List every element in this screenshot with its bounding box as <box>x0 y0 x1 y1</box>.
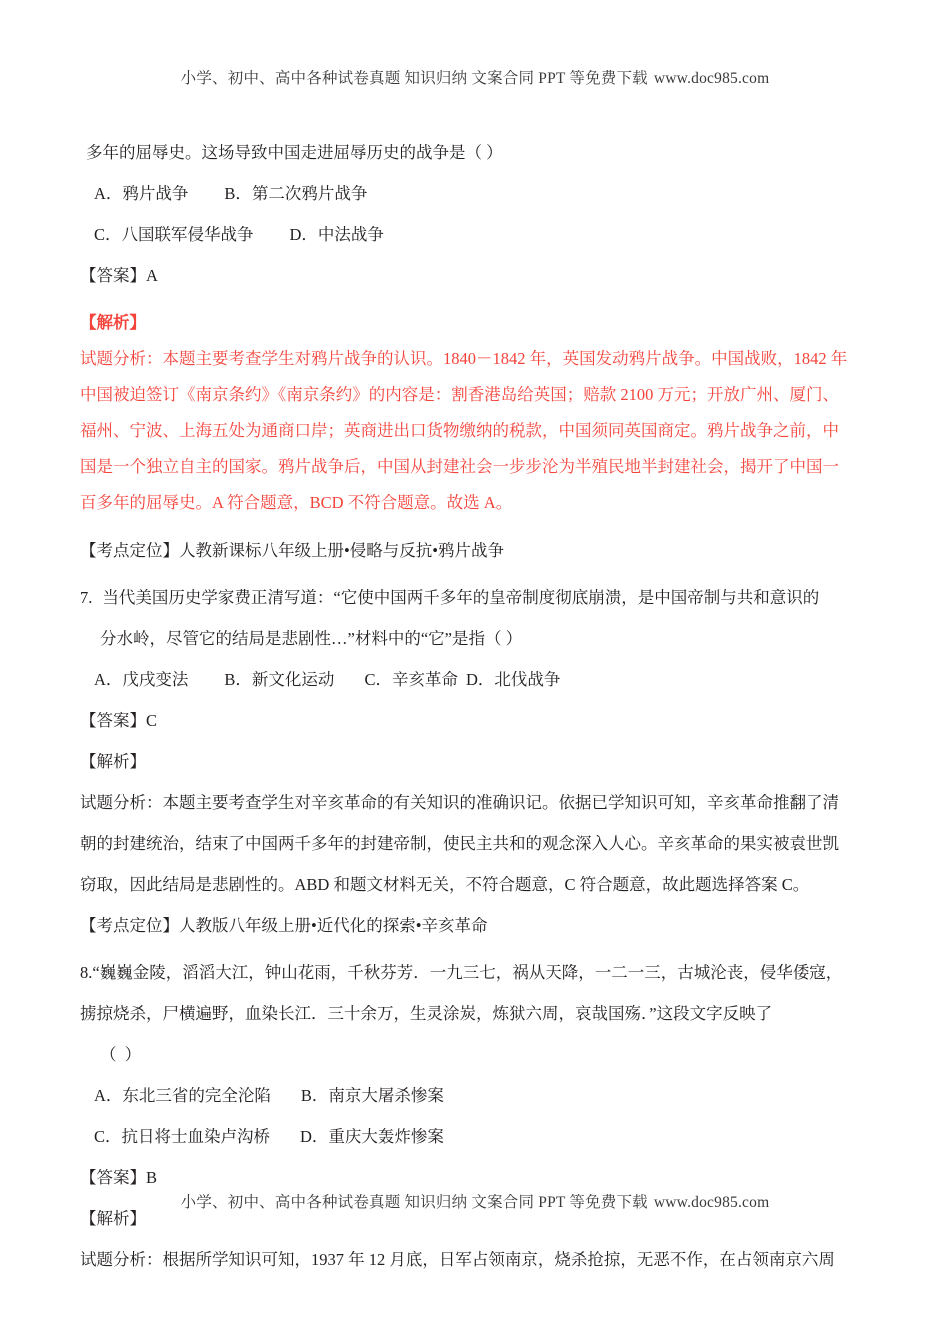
page-header <box>0 66 950 88</box>
question-7-option-d: D．北伐战争 <box>465 670 561 689</box>
question-6-options-row-2 <box>86 217 876 252</box>
answer-label: 【答案】 <box>80 266 146 285</box>
question-7-analysis-line-2: 朝的封建统治，结束了中国两千多年的封建帝制，使民主共和的观念深入人心。辛亥革命的果实被袁世凯 <box>80 834 839 853</box>
question-6-options-row-1 <box>86 176 876 211</box>
question-7-number: 7. <box>80 588 93 607</box>
page-footer-text: 小学、初中、高中各种试卷真题 知识归纳 文案合同 PPT 等免费下载 <box>180 1194 648 1211</box>
question-7-analysis-line-3: 窃取，因此结局是悲剧性的。ABD 和题文材料无关，不符合题意，C 符合题意，故此题选择答案 C。 <box>80 875 810 894</box>
question-6-answer <box>80 258 876 293</box>
question-8-stem-text-1: “巍巍金陵，滔滔大江，钟山花雨，千秋芬芳．一九三七，祸从天降，一二一三，古城沦丧，侵华倭寇， <box>92 963 843 982</box>
document-body <box>80 135 876 1277</box>
question-7-answer-value: C <box>146 711 158 730</box>
question-8-stem-line-3: （ ） <box>100 1045 144 1064</box>
answer-label: 【答案】 <box>80 711 146 730</box>
question-6-locator-value: 人教新课标八年级上册•侵略与反抗•鸦片战争 <box>179 541 505 560</box>
question-8-option-d: D．重庆大轰炸惨案 <box>300 1127 444 1146</box>
question-7-locator-value: 人教版八年级上册•近代化的探索•辛亥革命 <box>179 916 488 935</box>
question-8-option-b: B．南京大屠杀惨案 <box>300 1086 444 1105</box>
question-8-stem-line-2: 掳掠烧杀，尸横遍野，血染长江．三十余万，生灵涂炭，炼狱六周，哀哉国殇．”这段文字反映了 <box>80 1004 773 1023</box>
locator-label: 【考点定位】 <box>80 541 179 560</box>
page-footer-url: www.doc985.com <box>653 1194 770 1211</box>
question-7-analysis-label: 【解析】 <box>80 752 146 771</box>
question-7-option-a: A．戊戌变法 <box>94 670 189 689</box>
question-7-locator <box>80 908 876 943</box>
locator-label: 【考点定位】 <box>80 916 179 935</box>
question-8-option-a: A．东北三省的完全沦陷 <box>94 1086 271 1105</box>
question-6-analysis-line-3: 福州、宁波、上海五处为通商口岸；英商进出口货物缴纳的税款，中国须同英国商定。鸦片战争之前，中 <box>80 421 839 440</box>
question-7-option-c: C．辛亥革命 <box>364 670 458 689</box>
page-header-text: 小学、初中、高中各种试卷真题 知识归纳 文案合同 PPT 等免费下载 <box>180 70 648 87</box>
question-6-analysis-line-2: 中国被迫签订《南京条约》《南京条约》的内容是：割香港岛给英国；赔款 2100 万元；开放广州、厦门、 <box>80 385 839 404</box>
question-8-options-row-2 <box>86 1119 876 1154</box>
answer-label: 【答案】 <box>80 1168 146 1187</box>
question-7-analysis-line-1: 试题分析：本题主要考查学生对辛亥革命的有关知识的准确识记。依据已学知识可知，辛亥革命推翻了清 <box>80 793 839 812</box>
question-8-answer-value: B <box>146 1168 158 1187</box>
question-6-option-d: D．中法战争 <box>289 225 384 244</box>
question-6-option-c: C．八国联军侵华战争 <box>94 225 254 244</box>
question-6-stem-tail: 多年的屈辱史。这场导致中国走进屈辱历史的战争是（ ） <box>86 143 503 162</box>
question-6-analysis-block <box>80 305 876 521</box>
question-8-number: 8. <box>80 963 93 982</box>
page-footer <box>0 1190 950 1212</box>
question-8-options-row-1 <box>86 1078 876 1113</box>
question-7-options-row <box>86 662 876 697</box>
question-8-analysis-line-1: 试题分析：根据所学知识可知，1937 年 12 月底，日军占领南京，烧杀抢掠，无恶不作，在占领南京六周 <box>80 1250 835 1269</box>
question-7-stem-text-1: 当代美国历史学家费正清写道：“它使中国两千多年的皇帝制度彻底崩溃，是中国帝制与共和意识的 <box>102 588 820 607</box>
question-6-option-b: B．第二次鸦片战争 <box>224 184 368 203</box>
question-7-stem-line-2: 分水岭，尽管它的结局是悲剧性…”材料中的“它”是指（ ） <box>100 629 523 648</box>
question-7-answer <box>80 703 876 738</box>
question-8-option-c: C．抗日将士血染卢沟桥 <box>94 1127 271 1146</box>
page-header-url: www.doc985.com <box>653 70 770 87</box>
question-8-stem-line-1 <box>80 955 876 990</box>
question-8-analysis-label: 【解析】 <box>80 1209 146 1228</box>
question-6-analysis-line-4: 国是一个独立自主的国家。鸦片战争后，中国从封建社会一步步沦为半殖民地半封建社会，揭开了中国一 <box>80 457 839 476</box>
question-6-analysis-line-5: 百多年的屈辱史。A 符合题意，BCD 不符合题意。故选 A。 <box>80 493 513 512</box>
question-6-option-a: A．鸦片战争 <box>94 184 189 203</box>
analysis-label: 【解析】 <box>80 313 146 332</box>
question-6-locator <box>80 533 876 568</box>
question-6-analysis-line-1: 试题分析：本题主要考查学生对鸦片战争的认识。1840－1842 年，英国发动鸦片战争。中国战败，1842 年 <box>80 349 848 368</box>
question-7-option-b: B．新文化运动 <box>224 670 335 689</box>
question-7-stem-line-1 <box>80 580 876 615</box>
question-6-answer-value: A <box>146 266 158 285</box>
